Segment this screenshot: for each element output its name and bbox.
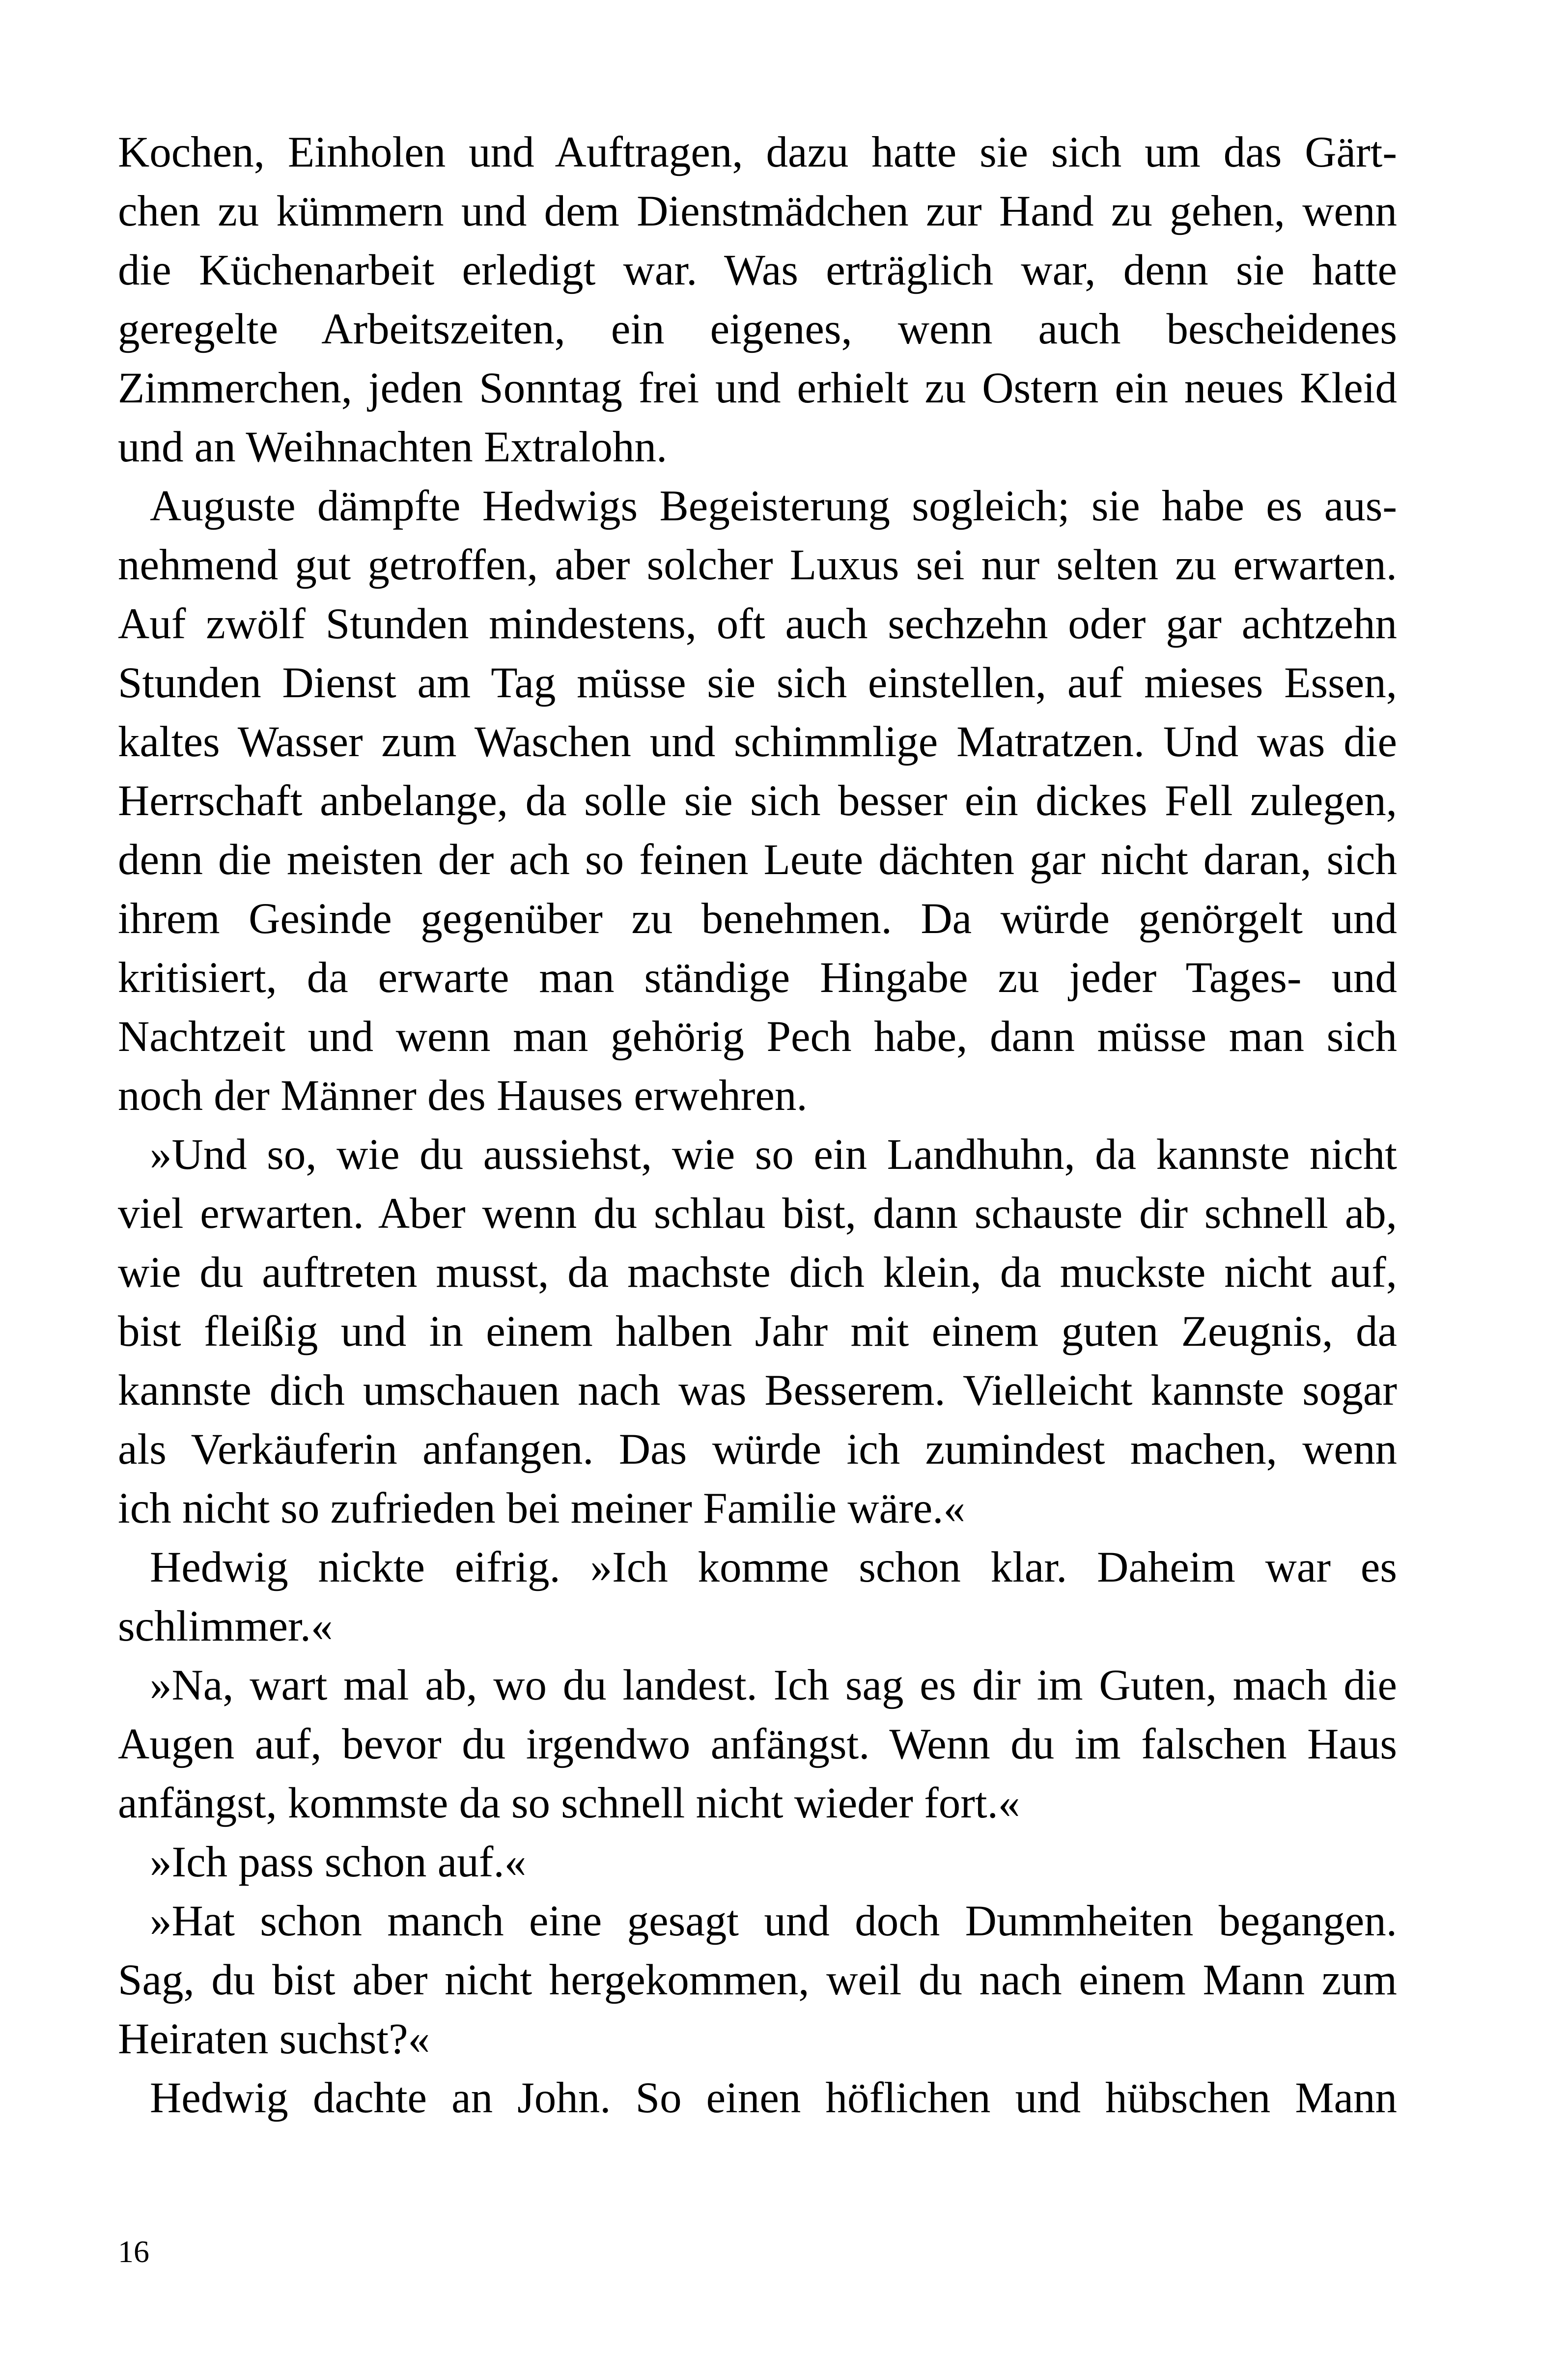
- text-line: »Und so, wie du aussiehst, wie so ein Landhuhn, da kannste nicht: [150, 1131, 1397, 1179]
- text-line: Augen auf, bevor du irgendwo anfängst. Wenn du im falschen Haus: [118, 1720, 1397, 1768]
- text-line: anfängst, kommste da so schnell nicht wieder fort.«: [118, 1779, 1020, 1827]
- text-line: die Küchenarbeit erledigt war. Was erträglich war, denn sie hatte: [118, 246, 1397, 294]
- text-line: kannste dich umschauen nach was Besserem. Vielleicht kannste sogar: [118, 1366, 1397, 1415]
- text-line: Nachtzeit und wenn man gehörig Pech habe, dann müsse man sich: [118, 1013, 1397, 1061]
- text-line: denn die meisten der ach so feinen Leute dächten gar nicht daran, sich: [118, 836, 1397, 884]
- text-line: Auguste dämpfte Hedwigs Begeisterung sogleich; sie habe es aus-: [150, 482, 1397, 530]
- text-line: Kochen, Einholen und Auftragen, dazu hatte sie sich um das Gärt-: [118, 128, 1397, 176]
- text-line: nehmend gut getroffen, aber solcher Luxus sei nur selten zu erwarten.: [118, 541, 1397, 589]
- text-line: Sag, du bist aber nicht hergekommen, weil du nach einem Mann zum: [118, 1956, 1397, 2004]
- text-line: Heiraten suchst?«: [118, 2015, 430, 2063]
- text-line: schlimmer.«: [118, 1602, 333, 1650]
- text-line: kaltes Wasser zum Waschen und schimmlige Matratzen. Und was die: [118, 718, 1397, 766]
- text-line: »Ich pass schon auf.«: [150, 1838, 527, 1886]
- text-line: viel erwarten. Aber wenn du schlau bist, dann schauste dir schnell ab,: [118, 1190, 1397, 1238]
- text-line: kritisiert, da erwarte man ständige Hingabe zu jeder Tages- und: [118, 954, 1397, 1002]
- text-line: Hedwig nickte eifrig. »Ich komme schon klar. Daheim war es: [150, 1543, 1397, 1591]
- text-line: »Na, wart mal ab, wo du landest. Ich sag es dir im Guten, mach die: [150, 1661, 1397, 1709]
- book-page-text: [118, 123, 1397, 2127]
- text-line: Herrschaft anbelange, da solle sie sich besser ein dickes Fell zulegen,: [118, 777, 1397, 825]
- text-line: Hedwig dachte an John. So einen höflichen und hübschen Mann: [150, 2074, 1397, 2122]
- text-line: als Verkäuferin anfangen. Das würde ich zumindest machen, wenn: [118, 1425, 1397, 1473]
- text-line: wie du auftreten musst, da machste dich klein, da muckste nicht auf,: [118, 1248, 1397, 1297]
- text-line: Stunden Dienst am Tag müsse sie sich einstellen, auf mieses Essen,: [118, 659, 1397, 707]
- text-line: bist fleißig und in einem halben Jahr mit einem guten Zeugnis, da: [118, 1307, 1397, 1356]
- text-line: Auf zwölf Stunden mindestens, oft auch sechzehn oder gar achtzehn: [118, 600, 1397, 648]
- page-number: 16: [118, 2234, 149, 2269]
- text-line: und an Weihnachten Extralohn.: [118, 423, 668, 471]
- text-line: noch der Männer des Hauses erwehren.: [118, 1072, 808, 1120]
- text-line: chen zu kümmern und dem Dienstmädchen zur Hand zu gehen, wenn: [118, 187, 1397, 235]
- text-line: Zimmerchen, jeden Sonntag frei und erhielt zu Ostern ein neues Kleid: [118, 364, 1397, 412]
- text-line: »Hat schon manch eine gesagt und doch Dummheiten begangen.: [150, 1897, 1397, 1945]
- text-line: geregelte Arbeitszeiten, ein eigenes, wenn auch bescheidenes: [118, 305, 1397, 353]
- text-line: ihrem Gesinde gegenüber zu benehmen. Da würde genörgelt und: [118, 895, 1397, 943]
- text-line: ich nicht so zufrieden bei meiner Familie wäre.«: [118, 1484, 965, 1532]
